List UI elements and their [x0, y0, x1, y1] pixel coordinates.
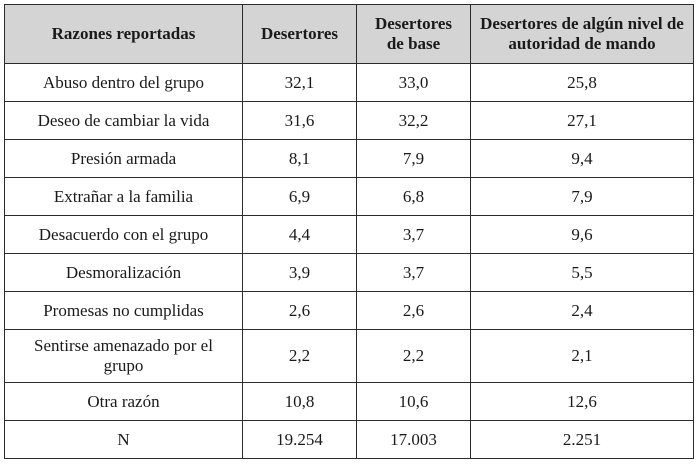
base-deserters-cell: 2,6 [357, 292, 471, 330]
reason-cell: Deseo de cambiar la vida [5, 102, 243, 140]
base-deserters-cell: 10,6 [357, 383, 471, 421]
header-row [5, 5, 694, 64]
reason-cell: Promesas no cumplidas [5, 292, 243, 330]
header-base-deserters: Desertores de base [357, 5, 471, 64]
reason-cell: Desacuerdo con el grupo [5, 216, 243, 254]
base-deserters-cell: 32,2 [357, 102, 471, 140]
command-deserters-cell: 9,4 [471, 140, 694, 178]
reason-cell: Abuso dentro del grupo [5, 64, 243, 102]
base-deserters-cell: 3,7 [357, 216, 471, 254]
table-row [5, 102, 694, 140]
table-row [5, 254, 694, 292]
table-row [5, 383, 694, 421]
command-deserters-cell: 2,1 [471, 330, 694, 383]
deserters-cell: 6,9 [243, 178, 357, 216]
table-container [4, 4, 694, 459]
reason-cell: Presión armada [5, 140, 243, 178]
command-deserters-cell: 25,8 [471, 64, 694, 102]
base-deserters-cell: 3,7 [357, 254, 471, 292]
command-deserters-cell: 2.251 [471, 421, 694, 459]
reason-cell: Extrañar a la familia [5, 178, 243, 216]
base-deserters-cell: 17.003 [357, 421, 471, 459]
deserters-cell: 2,6 [243, 292, 357, 330]
reasons-table [4, 4, 694, 459]
table-row [5, 216, 694, 254]
reason-cell: Otra razón [5, 383, 243, 421]
table-row [5, 64, 694, 102]
reason-cell: Sentirse amenazado por el grupo [5, 330, 243, 383]
base-deserters-cell: 7,9 [357, 140, 471, 178]
table-row [5, 330, 694, 383]
command-deserters-cell: 7,9 [471, 178, 694, 216]
deserters-cell: 19.254 [243, 421, 357, 459]
header-reasons: Razones reportadas [5, 5, 243, 64]
deserters-cell: 31,6 [243, 102, 357, 140]
deserters-cell: 32,1 [243, 64, 357, 102]
totals-row [5, 421, 694, 459]
deserters-cell: 4,4 [243, 216, 357, 254]
deserters-cell: 3,9 [243, 254, 357, 292]
table-row [5, 178, 694, 216]
deserters-cell: 2,2 [243, 330, 357, 383]
command-deserters-cell: 12,6 [471, 383, 694, 421]
base-deserters-cell: 33,0 [357, 64, 471, 102]
command-deserters-cell: 2,4 [471, 292, 694, 330]
base-deserters-cell: 2,2 [357, 330, 471, 383]
reason-cell: Desmoralización [5, 254, 243, 292]
reason-cell: N [5, 421, 243, 459]
command-deserters-cell: 5,5 [471, 254, 694, 292]
header-command-deserters: Desertores de algún nivel de autoridad de mando [471, 5, 694, 64]
header-deserters: Desertores [243, 5, 357, 64]
command-deserters-cell: 27,1 [471, 102, 694, 140]
table-row [5, 140, 694, 178]
table-row [5, 292, 694, 330]
command-deserters-cell: 9,6 [471, 216, 694, 254]
deserters-cell: 10,8 [243, 383, 357, 421]
deserters-cell: 8,1 [243, 140, 357, 178]
base-deserters-cell: 6,8 [357, 178, 471, 216]
